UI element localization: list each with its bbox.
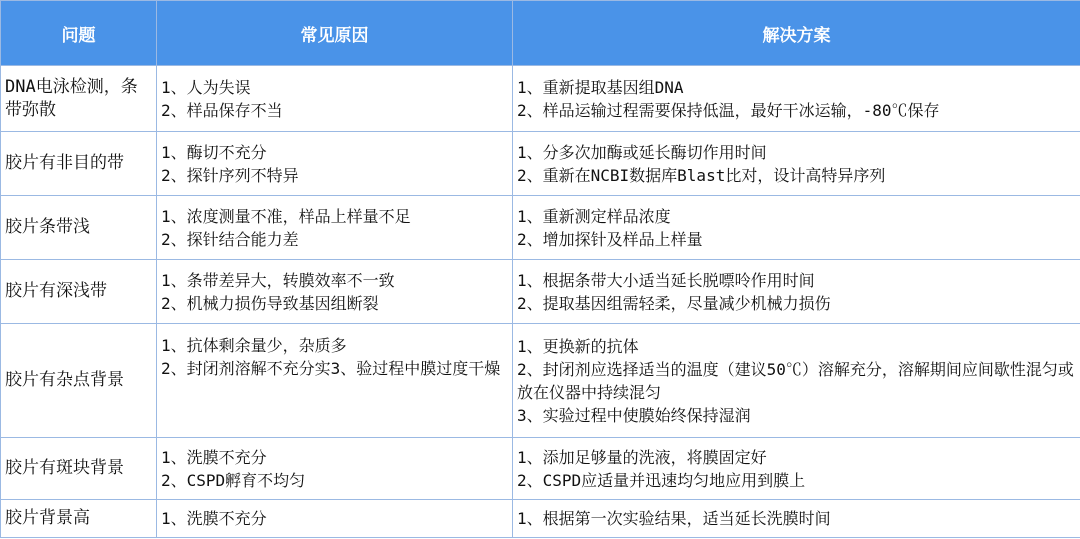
problem-cell xyxy=(1,196,157,260)
problem-text: 胶片条带浅 xyxy=(5,217,90,237)
header-problem: 问题 xyxy=(1,1,157,66)
cause-item: 1、人为失误 xyxy=(161,77,251,97)
solution-item: 3、实验过程中使膜始终保持湿润 xyxy=(517,405,751,425)
solution-cell xyxy=(513,500,1080,538)
problem-text: 胶片有深浅带 xyxy=(5,281,107,301)
cause-cell xyxy=(157,260,513,324)
table-row xyxy=(1,438,1080,500)
solution-item: 1、更换新的抗体 xyxy=(517,336,639,356)
header-solution: 解决方案 xyxy=(513,1,1080,66)
cause-item: 1、条带差异大，转膜效率不一致 xyxy=(161,270,395,290)
cause-cell xyxy=(157,132,513,196)
table-row xyxy=(1,324,1080,438)
solution-cell xyxy=(513,438,1080,500)
cause-item: 1、洗膜不充分 xyxy=(161,447,267,467)
cause-cell xyxy=(157,196,513,260)
problem-cell xyxy=(1,66,157,132)
cause-cell xyxy=(157,66,513,132)
cause-item: 2、探针结合能力差 xyxy=(161,229,299,249)
problem-cell xyxy=(1,438,157,500)
solution-item: 2、提取基因组需轻柔，尽量减少机械力损伤 xyxy=(517,293,831,313)
problem-text: 胶片有斑块背景 xyxy=(5,458,124,478)
cause-item: 2、机械力损伤导致基因组断裂 xyxy=(161,293,379,313)
cause-item: 2、CSPD孵育不均匀 xyxy=(161,470,306,490)
solution-item: 2、重新在NCBI数据库Blast比对，设计高特异序列 xyxy=(517,165,886,185)
table-row xyxy=(1,132,1080,196)
table-row xyxy=(1,260,1080,324)
cause-item: 1、酶切不充分 xyxy=(161,142,267,162)
table-row xyxy=(1,66,1080,132)
header-cause: 常见原因 xyxy=(157,1,513,66)
solution-item: 2、增加探针及样品上样量 xyxy=(517,229,703,249)
solution-item: 1、分多次加酶或延长酶切作用时间 xyxy=(517,142,767,162)
table-header xyxy=(1,1,1080,66)
cause-item: 2、样品保存不当 xyxy=(161,100,283,120)
solution-cell xyxy=(513,66,1080,132)
problem-text: 胶片有非目的带 xyxy=(5,153,124,173)
problem-text: 胶片有杂点背景 xyxy=(5,370,124,390)
problem-cell xyxy=(1,500,157,538)
solution-item: 1、重新测定样品浓度 xyxy=(517,206,671,226)
solution-item: 1、根据条带大小适当延长脱嘌呤作用时间 xyxy=(517,270,815,290)
solution-item: 1、添加足够量的洗液，将膜固定好 xyxy=(517,447,767,467)
cause-item: 1、抗体剩余量少，杂质多 xyxy=(161,336,347,355)
cause-item: 1、浓度测量不准，样品上样量不足 xyxy=(161,206,411,226)
problem-cell xyxy=(1,132,157,196)
table-body xyxy=(1,66,1080,538)
problem-cell xyxy=(1,260,157,324)
solution-cell xyxy=(513,132,1080,196)
solution-cell xyxy=(513,196,1080,260)
solution-item: 2、样品运输过程需要保持低温，最好干冰运输，-80℃保存 xyxy=(517,100,940,120)
cause-item: 1、洗膜不充分 xyxy=(161,509,267,528)
cause-item: 2、探针序列不特异 xyxy=(161,165,299,185)
solution-item: 2、CSPD应适量并迅速均匀地应用到膜上 xyxy=(517,470,806,490)
problem-cell xyxy=(1,324,157,438)
table-row xyxy=(1,500,1080,538)
solution-item: 2、封闭剂应选择适当的温度（建议50℃）溶解充分，溶解期间应间歇性混匀或放在仪器中持续混匀 xyxy=(517,359,1074,402)
solution-item: 1、重新提取基因组DNA xyxy=(517,77,684,97)
table-row xyxy=(1,196,1080,260)
solution-cell xyxy=(513,260,1080,324)
solution-item: 1、根据第一次实验结果，适当延长洗膜时间 xyxy=(517,509,831,528)
cause-cell xyxy=(157,438,513,500)
problem-text: DNA电泳检测，条带弥散 xyxy=(5,76,138,120)
cause-item: 2、封闭剂溶解不充分实3、验过程中膜过度干燥 xyxy=(161,359,501,378)
problem-text: 胶片背景高 xyxy=(5,508,90,528)
cause-cell xyxy=(157,500,513,538)
header-row xyxy=(1,1,1080,66)
cause-cell xyxy=(157,324,513,438)
solution-cell xyxy=(513,324,1080,438)
